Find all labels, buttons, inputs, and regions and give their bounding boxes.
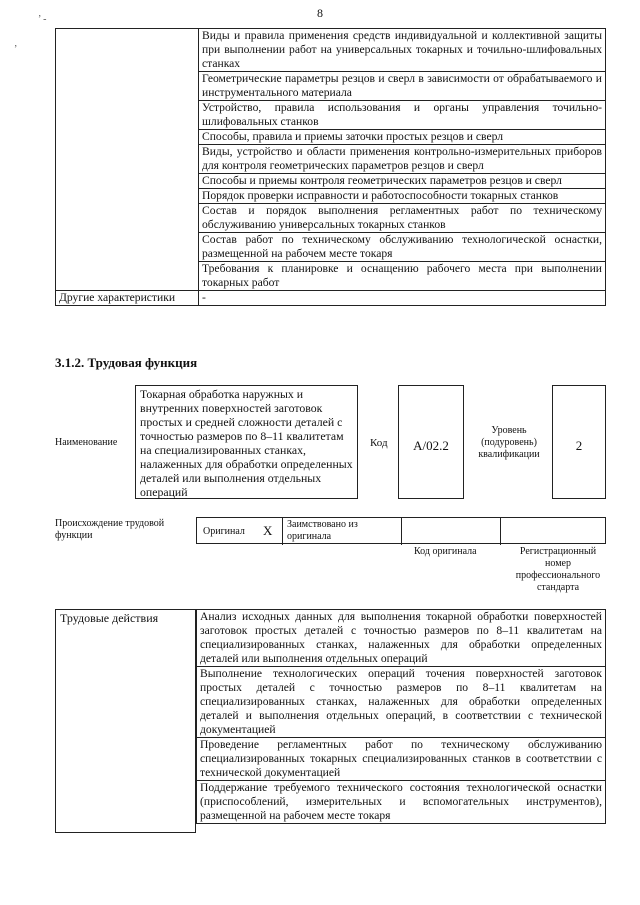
divider bbox=[282, 518, 283, 545]
level-value: 2 bbox=[575, 438, 583, 453]
borrowed-label: Заимствовано из оригинала bbox=[287, 519, 358, 542]
original-mark: X bbox=[263, 523, 273, 538]
skill-row: Устройство, правила использования и органы управления точильно-шлифовальных станков bbox=[199, 101, 606, 130]
action-row: Поддержание требуемого технического состояния технологической оснастки (приспособлений, измерительных и вспомогательных инструментов), размещенной на рабочем месте токаря bbox=[197, 781, 606, 824]
actions-label: Трудовые действия bbox=[55, 609, 196, 833]
skills-left-cell bbox=[56, 29, 199, 291]
skill-row: Геометрические параметры резцов и сверл в зависимости от обрабатываемого и инструментального материала bbox=[199, 72, 606, 101]
action-row: Анализ исходных данных для выполнения токарной обработки поверхностей заготовок простых деталей с точностью размеров по 8–11 квалитетам на специализированных станках, налаженных для обработки определенных деталей или выполнения отдельных операций bbox=[197, 610, 606, 667]
level-label: Уровень (подуровень) квалификации bbox=[478, 425, 540, 460]
original-label: Оригинал bbox=[203, 526, 245, 537]
scan-mark-top: ’ ‐ bbox=[38, 14, 47, 25]
code-label: Код bbox=[370, 437, 388, 449]
origin-row bbox=[196, 517, 606, 544]
scan-mark-side: ’ bbox=[14, 44, 18, 55]
divider bbox=[500, 518, 501, 545]
divider bbox=[401, 518, 402, 545]
skill-row: Состав и порядок выполнения регламентных работ по техническому обслуживанию универсальных токарных станков bbox=[199, 204, 606, 233]
skill-row: Требования к планировке и оснащению рабочего места при выполнении токарных работ bbox=[199, 262, 606, 291]
skills-table bbox=[55, 28, 606, 306]
skill-row: Способы и приемы контроля геометрических параметров резцов и сверл bbox=[199, 174, 606, 189]
skill-row: Состав работ по техническому обслуживанию технологической оснастки, размещенной на рабочем месте токаря bbox=[199, 233, 606, 262]
function-name-value: Токарная обработка наружных и внутренних поверхностей заготовок простых и средней сложности деталей с точностью размеров по 8–11 квалитетам на специализированных станках, налаженных для обработки определенных деталей или выполнения отдельных операций bbox=[140, 387, 353, 499]
other-characteristics-label: Другие характеристики bbox=[56, 291, 199, 306]
code-value: А/02.2 bbox=[413, 438, 449, 453]
action-row: Выполнение технологических операций точения поверхностей заготовок простых деталей с точностью размеров по 8–11 квалитетам на специализированных станках, налаженных для обработки определенных деталей и выполнения отдельных операций, в соответствии с технической документацией bbox=[197, 667, 606, 738]
reg-number-caption: Регистрационный номер профессионального стандарта bbox=[515, 546, 601, 593]
name-label: Наименование bbox=[55, 437, 118, 448]
skill-row: Порядок проверки исправности и работоспособности токарных станков bbox=[199, 189, 606, 204]
origin-label: Происхождение трудовой функции bbox=[55, 518, 165, 541]
skill-row: Виды и правила применения средств индивидуальной и коллективной защиты при выполнении работ на универсальных токарных и точильно-шлифовальных станках bbox=[199, 29, 606, 72]
level-box bbox=[552, 385, 606, 499]
skill-row: Виды, устройство и области применения контрольно-измерительных приборов для контроля геометрических параметров резцов и сверл bbox=[199, 145, 606, 174]
other-characteristics-value: - bbox=[199, 291, 606, 306]
function-name-box bbox=[135, 385, 358, 499]
skill-row: Способы, правила и приемы заточки простых резцов и сверл bbox=[199, 130, 606, 145]
actions-table bbox=[196, 609, 606, 824]
page-number: 8 bbox=[317, 6, 323, 20]
action-row: Проведение регламентных работ по техническому обслуживанию специализированных токарных специализированных станков в соответствии с технической документацией bbox=[197, 738, 606, 781]
section-heading: 3.1.2. Трудовая функция bbox=[55, 355, 198, 370]
code-box bbox=[398, 385, 464, 499]
code-original-caption: Код оригинала bbox=[414, 546, 477, 557]
